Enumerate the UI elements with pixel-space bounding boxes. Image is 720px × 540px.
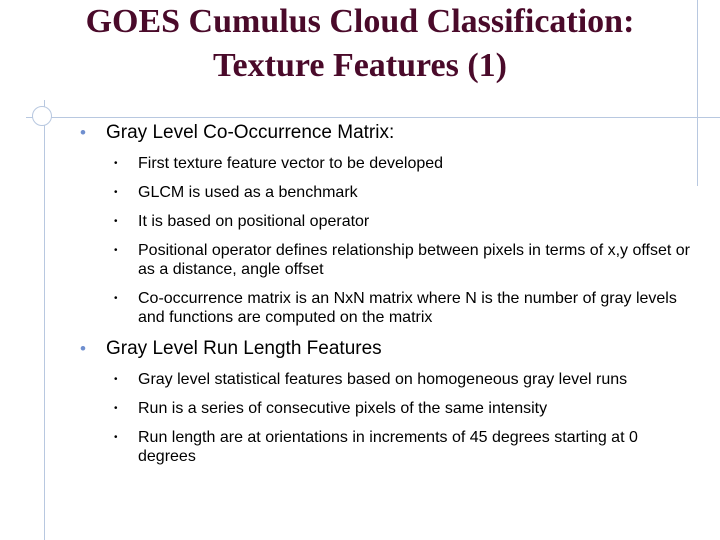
bullet-icon: • (114, 245, 118, 256)
list-item (80, 399, 700, 418)
section-heading-glcm (80, 121, 700, 144)
bullet-icon: • (114, 158, 118, 169)
list-item-text: First texture feature vector to be developed (138, 155, 444, 172)
list-item-text: Run is a series of consecutive pixels of the same intensity (138, 400, 548, 417)
section-heading-text: Gray Level Run Length Features (106, 338, 382, 359)
list-item-text: It is based on positional operator (138, 213, 370, 230)
list-item (80, 428, 700, 466)
section-heading-run-length (80, 337, 700, 360)
decorative-vertical-line (44, 100, 45, 540)
bullet-icon: • (114, 216, 118, 227)
list-item-text: Gray level statistical features based on homogeneous gray level runs (138, 371, 628, 388)
list-item (80, 154, 700, 173)
list-item-text: Positional operator defines relationship between pixels in terms of x,y offset or as a distance, angle offset (138, 242, 690, 278)
list-item (80, 183, 700, 202)
bullet-icon: • (80, 123, 86, 142)
bullet-icon: • (114, 187, 118, 198)
bullet-icon: • (114, 403, 118, 414)
decorative-circle (32, 106, 52, 126)
bullet-icon: • (114, 293, 118, 304)
bullet-icon: • (80, 339, 86, 358)
list-item-text: Co-occurrence matrix is an NxN matrix where N is the number of gray levels and functions are computed on the matrix (138, 290, 677, 326)
section-heading-text: Gray Level Co-Occurrence Matrix: (106, 122, 395, 143)
list-item (80, 212, 700, 231)
bullet-icon: • (114, 432, 118, 443)
list-item-text: GLCM is used as a benchmark (138, 184, 358, 201)
slide-title-line-1: GOES Cumulus Cloud Classification: (85, 3, 635, 40)
slide-body (80, 117, 700, 466)
list-item (80, 241, 700, 279)
bullet-icon: • (114, 374, 118, 385)
list-item-text: Run length are at orientations in increments of 45 degrees starting at 0 degrees (138, 429, 638, 465)
slide-title (0, 0, 720, 88)
slide-title-line-2: Texture Features (1) (213, 47, 507, 84)
list-item (80, 370, 700, 389)
list-item (80, 289, 700, 327)
